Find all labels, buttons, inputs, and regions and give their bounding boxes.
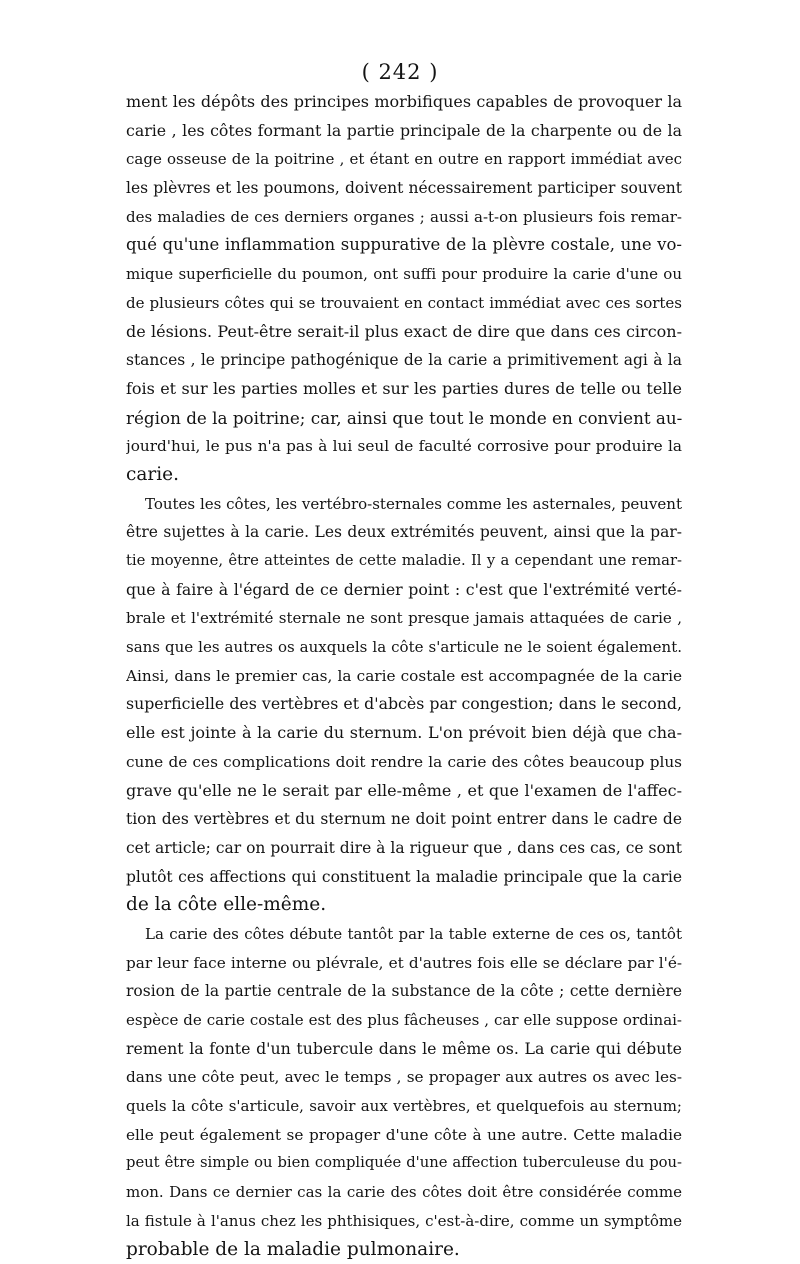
- text-line: elle est jointe à la carie du sternum. L'on prévoit bien déjà que cha-: [126, 719, 682, 748]
- text-line: région de la poitrine; car, ainsi que tout le monde en convient au-: [126, 404, 682, 433]
- text-line: tie moyenne, être atteintes de cette maladie. Il y a cependant une remar-: [126, 547, 682, 576]
- text-line: être sujettes à la carie. Les deux extrémités peuvent, ainsi que la par-: [126, 518, 682, 547]
- text-line: quels la côte s'articule, savoir aux vertèbres, et quelquefois au sternum;: [126, 1092, 682, 1121]
- text-line: dans une côte peut, avec le temps , se propager aux autres os avec les-: [126, 1063, 682, 1092]
- paragraph: [126, 88, 682, 490]
- text-line: cune de ces complications doit rendre la carie des côtes beaucoup plus: [126, 748, 682, 777]
- text-line: peut être simple ou bien compliquée d'une affection tuberculeuse du pou-: [126, 1149, 682, 1178]
- text-line: stances , le principe pathogénique de la carie a primitivement agi à la: [126, 346, 682, 375]
- text-line: ment les dépôts des principes morbifiques capables de provoquer la: [126, 88, 682, 117]
- text-line: de lésions. Peut-être serait-il plus exact de dire que dans ces circon-: [126, 318, 682, 347]
- text-line: par leur face interne ou plévrale, et d'autres fois elle se déclare par l'é-: [126, 949, 682, 978]
- text-line: fois et sur les parties molles et sur les parties dures de telle ou telle: [126, 375, 682, 404]
- body-text: [126, 88, 682, 1264]
- text-line: cet article; car on pourrait dire à la rigueur que , dans ces cas, ce sont: [126, 834, 682, 863]
- text-line: la fistule à l'anus chez les phthisiques, c'est-à-dire, comme un symptôme: [126, 1207, 682, 1236]
- text-line: les plèvres et les poumons, doivent nécessairement participer souvent: [126, 174, 682, 203]
- page-number: ( 242 ): [0, 60, 800, 84]
- text-line: de plusieurs côtes qui se trouvaient en contact immédiat avec ces sortes: [126, 289, 682, 318]
- text-line: que à faire à l'égard de ce dernier point : c'est que l'extrémité verté-: [126, 576, 682, 605]
- text-line: Ainsi, dans le premier cas, la carie costale est accompagnée de la carie: [126, 662, 682, 691]
- paragraph: [126, 490, 682, 920]
- text-line: elle peut également se propager d'une côte à une autre. Cette maladie: [126, 1121, 682, 1150]
- text-line: tion des vertèbres et du sternum ne doit point entrer dans le cadre de: [126, 805, 682, 834]
- text-line: des maladies de ces derniers organes ; aussi a-t-on plusieurs fois remar-: [126, 203, 682, 232]
- text-line: brale et l'extrémité sternale ne sont presque jamais attaquées de carie ,: [126, 604, 682, 633]
- text-line: carie.: [126, 461, 682, 490]
- text-line: mon. Dans ce dernier cas la carie des côtes doit être considérée comme: [126, 1178, 682, 1207]
- text-line: jourd'hui, le pus n'a pas à lui seul de faculté corrosive pour produire la: [126, 432, 682, 461]
- text-line: qué qu'une inflammation suppurative de la plèvre costale, une vo-: [126, 231, 682, 260]
- text-line: mique superficielle du poumon, ont suffi pour produire la carie d'une ou: [126, 260, 682, 289]
- paragraph: [126, 920, 682, 1264]
- text-line: probable de la maladie pulmonaire.: [126, 1236, 682, 1264]
- text-line: rosion de la partie centrale de la substance de la côte ; cette dernière: [126, 977, 682, 1006]
- text-line: plutôt ces affections qui constituent la maladie principale que la carie: [126, 863, 682, 892]
- text-line: carie , les côtes formant la partie principale de la charpente ou de la: [126, 117, 682, 146]
- text-line: grave qu'elle ne le serait par elle-même , et que l'examen de l'affec-: [126, 777, 682, 806]
- text-line: de la côte elle-même.: [126, 891, 682, 920]
- text-line: superficielle des vertèbres et d'abcès par congestion; dans le second,: [126, 690, 682, 719]
- text-line: cage osseuse de la poitrine , et étant en outre en rapport immédiat avec: [126, 145, 682, 174]
- text-line: sans que les autres os auxquels la côte s'articule ne le soient également.: [126, 633, 682, 662]
- text-line: rement la fonte d'un tubercule dans le même os. La carie qui débute: [126, 1035, 682, 1064]
- text-line: espèce de carie costale est des plus fâcheuses , car elle suppose ordinai-: [126, 1006, 682, 1035]
- text-line: Toutes les côtes, les vertébro-sternales comme les asternales, peuvent: [126, 490, 682, 519]
- text-line: La carie des côtes débute tantôt par la table externe de ces os, tantôt: [126, 920, 682, 949]
